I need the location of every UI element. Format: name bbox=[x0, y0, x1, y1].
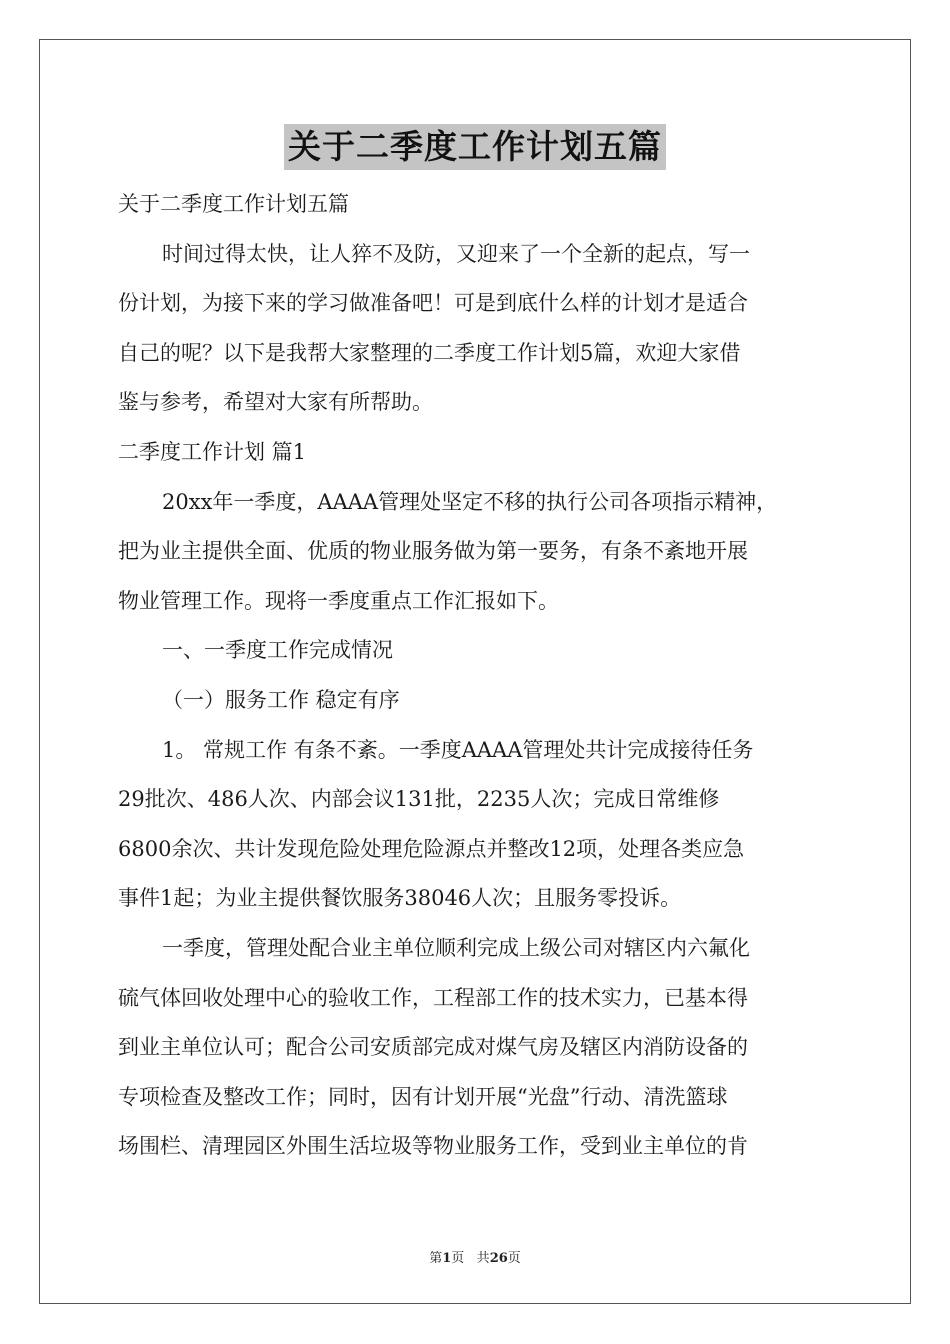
total-unit: 页 bbox=[507, 1251, 521, 1266]
paragraph-line: 时间过得太快，让人猝不及防，又迎来了一个全新的起点，写一 bbox=[162, 241, 750, 266]
paragraph-line: 一季度，管理处配合业主单位顺利完成上级公司对辖区内六氟化 bbox=[162, 935, 750, 960]
paragraph-line: 份计划，为接下来的学习做准备吧！可是到底什么样的计划才是适合 bbox=[118, 291, 748, 316]
document-body bbox=[118, 180, 838, 1172]
paragraph-line: 专项检查及整改工作；同时，因有计划开展“光盘”行动、清洗篮球 bbox=[118, 1084, 728, 1109]
document-title: 关于二季度工作计划五篇 bbox=[284, 124, 666, 170]
subsection-heading: 一、一季度工作完成情况 bbox=[162, 638, 393, 663]
paragraph-line: 场围栏、清理园区外围生活垃圾等物业服务工作，受到业主单位的肯 bbox=[118, 1134, 748, 1159]
paragraph-line: 把为业主提供全面、优质的物业服务做为第一要务，有条不紊地开展 bbox=[118, 539, 748, 564]
paragraph-line: 20xx年一季度，AAAA管理处坚定不移的执行公司各项指示精神， bbox=[162, 489, 778, 514]
paragraph-line: 硫气体回收处理中心的验收工作，工程部工作的技术实力，已基本得 bbox=[118, 985, 748, 1010]
paragraph-line: 29批次、486人次、内部会议131批，2235人次；完成日常维修 bbox=[118, 787, 720, 812]
page-current: 1 bbox=[442, 1251, 452, 1266]
page-prefix: 第 bbox=[429, 1251, 443, 1266]
page-footer bbox=[0, 1247, 950, 1266]
title-container bbox=[0, 124, 950, 170]
total-prefix: 共 bbox=[476, 1251, 490, 1266]
paragraph-line: 自己的呢？以下是我帮大家整理的二季度工作计划5篇，欢迎大家借 bbox=[118, 340, 741, 365]
section-heading: 二季度工作计划 篇1 bbox=[118, 439, 307, 464]
subtitle-line: 关于二季度工作计划五篇 bbox=[118, 192, 349, 216]
subsection-heading: （一）服务工作 稳定有序 bbox=[162, 687, 400, 712]
paragraph-line: 6800余次、共计发现危险处理危险源点并整改12项，处理各类应急 bbox=[118, 836, 745, 861]
paragraph-line: 事件1起；为业主提供餐饮服务38046人次；且服务零投诉。 bbox=[118, 886, 682, 911]
paragraph-line: 物业管理工作。现将一季度重点工作汇报如下。 bbox=[118, 588, 559, 613]
page-unit: 页 bbox=[451, 1251, 465, 1266]
paragraph-line: 1。 常规工作 有条不紊。一季度AAAA管理处共计完成接待任务 bbox=[162, 737, 754, 762]
paragraph-line: 鉴与参考，希望对大家有所帮助。 bbox=[118, 390, 433, 415]
page-total: 26 bbox=[489, 1251, 508, 1266]
paragraph-line: 到业主单位认可；配合公司安质部完成对煤气房及辖区内消防设备的 bbox=[118, 1035, 748, 1060]
